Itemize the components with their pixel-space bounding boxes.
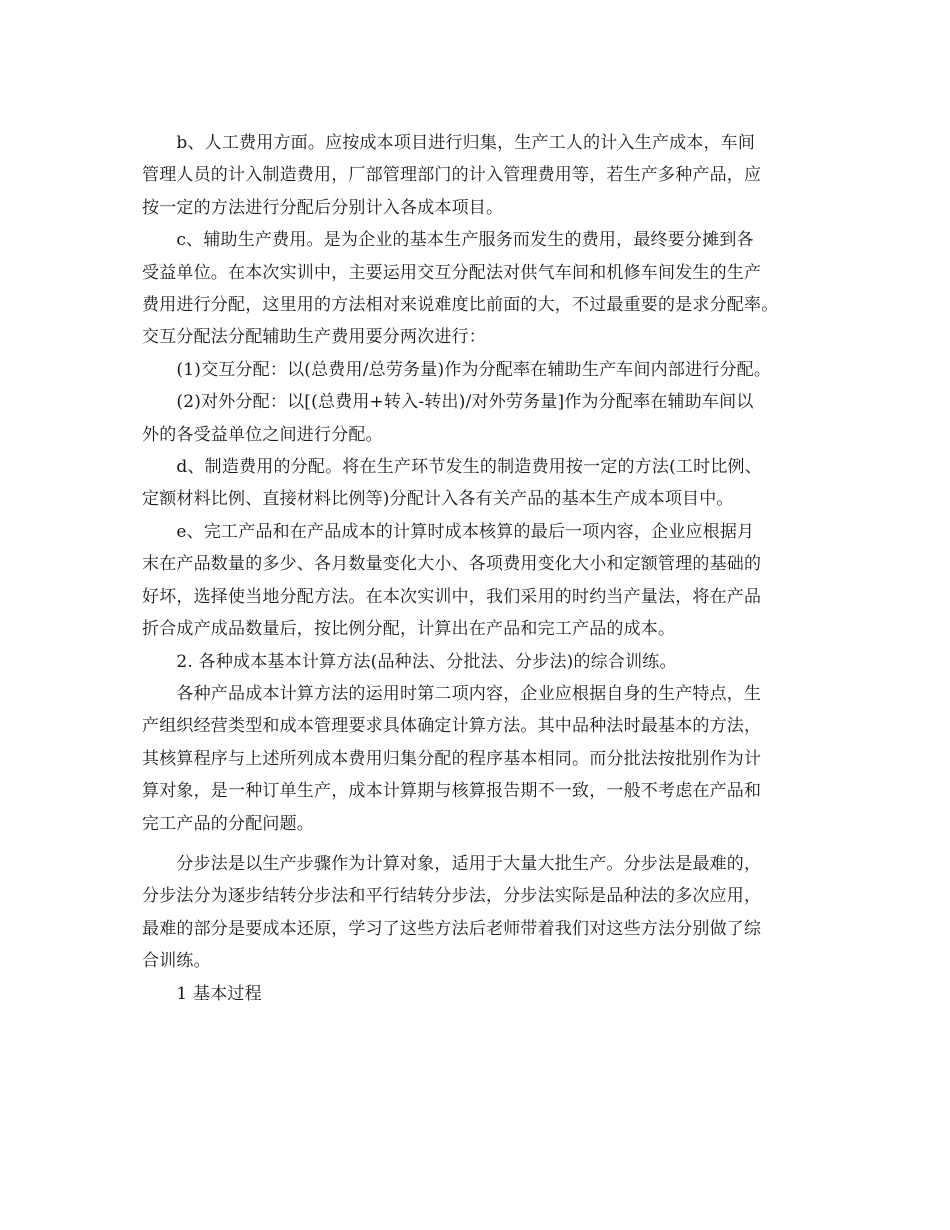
paragraph-gap — [142, 840, 832, 848]
paragraph-labor-cost: b、人工费用方面。应按成本项目进行归集，生产工人的计入生产成本，车间 管理人员的计入制造费用，厂部管理部门的计入管理费用等，若生产多种产品，应 按一定的方法进行分配后分别计入各成本项目。 — [142, 133, 762, 218]
paragraph-step-method: 分步法是以生产步骤作为计算对象，适用于大量大批生产。分步法是最难的， 分步法分为逐步结转分步法和平行结转分步法，分步法实际是品种法的多次应用， 最难的部分是要成本还原，学习了这些方法后老师带着我们对这些方法分别做了综 合训练。 — [142, 853, 762, 972]
paragraph-interactive-allocation: (1)交互分配：以(总费用/总劳务量)作为分配率在辅助生产车间内部进行分配。 — [142, 359, 772, 380]
paragraph-basic-process-heading: 1 基本过程 — [142, 983, 262, 1004]
paragraph-finished-products: e、完工产品和在产品成本的计算时成本核算的最后一项内容，企业应根据月 末在产品数量的多少、各月数量变化大小、各项费用变化大小和定额管理的基础的 好坏，选择使当地分配方法。在本次实训中，我们采用的时约当产量法，将在产品 折合成产成品数量后，按比例分配，计算出在产品和完工产品的成本。 — [142, 521, 762, 640]
paragraph-section-2-heading: 2. 各种成本基本计算方法(品种法、分批法、分步法)的综合训练。 — [142, 651, 677, 672]
paragraph-costing-methods: 各种产品成本计算方法的运用时第二项内容，企业应根据自身的生产特点，生 产组织经营类型和成本管理要求具体确定计算方法。其中品种法时最基本的方法， 其核算程序与上述所列成本费用归集分配的程序基本相同。而分批法按批别作为计 算对象，是一种订单生产，成本计算期与核算报告期不一致，一般不考虑在产品和 完工产品的分配问题。 — [142, 683, 762, 834]
document-body — [142, 127, 832, 1010]
paragraph-manufacturing-overhead: d、制造费用的分配。将在生产环节发生的制造费用按一定的方法(工时比例、 定额材料比例、直接材料比例等)分配计入各有关产品的基本生产成本项目中。 — [142, 457, 762, 510]
paragraph-external-allocation: (2)对外分配：以[(总费用+转入-转出)/对外劳务量]作为分配率在辅助车间以 外的各受益单位之间进行分配。 — [142, 392, 754, 445]
paragraph-auxiliary-production: c、辅助生产费用。是为企业的基本生产服务而发生的费用，最终要分摊到各 受益单位。在本次实训中，主要运用交互分配法对供气车间和机修车间发生的生产 费用进行分配，这里用的方法相对来说难度比前面的大，不过最重要的是求分配率。 交互分配法分配辅助生产费用要分两次进行： — [142, 230, 779, 348]
